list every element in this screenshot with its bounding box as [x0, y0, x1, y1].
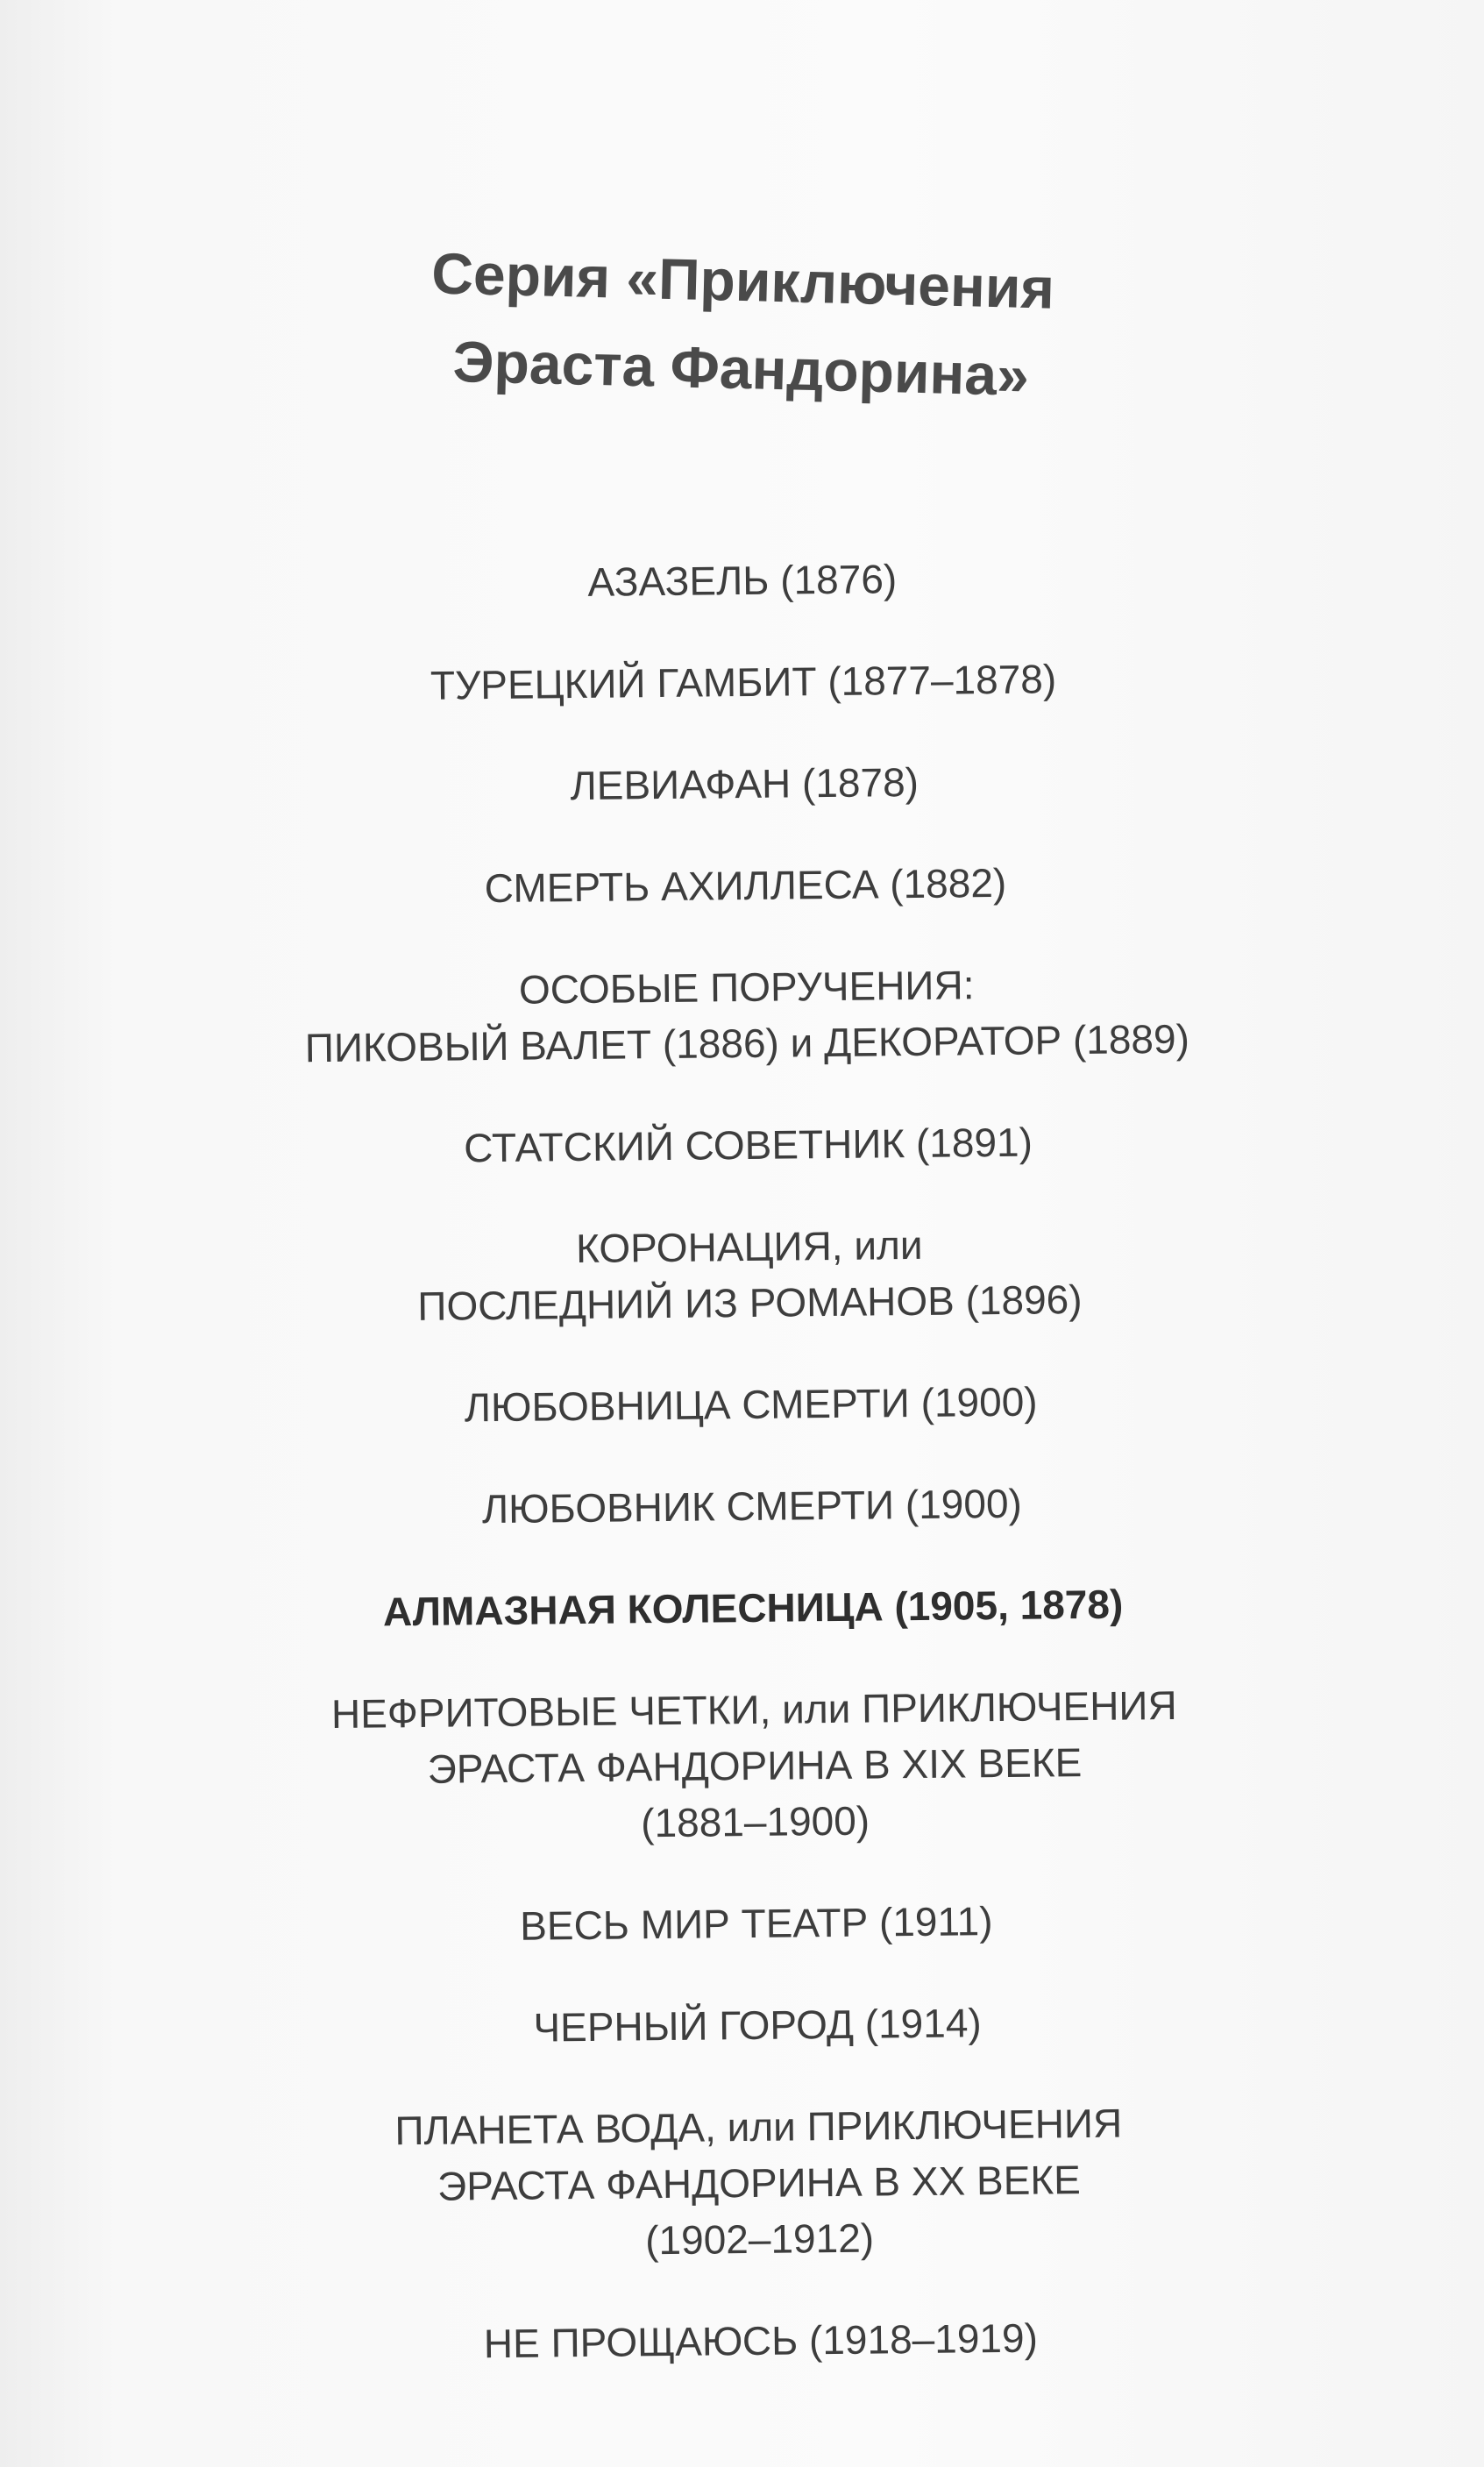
book-entry [4, 850, 1484, 921]
book-entry-line: ЭРАСТА ФАНДОРИНА В XX ВЕКЕ [437, 2157, 1082, 2209]
book-entry [9, 1369, 1484, 1440]
book-entry-line: ТУРЕЦКИЙ ГАМБИТ (1877–1878) [430, 656, 1057, 708]
book-entry-line: СМЕРТЬ АХИЛЛЕСА (1882) [484, 859, 1007, 912]
book-entry [7, 1211, 1484, 1339]
series-title-line-1: Серия «Приключения [430, 240, 1055, 321]
book-entry [15, 1989, 1484, 2061]
book-entry [11, 1572, 1484, 1644]
book-entry-line: (1881–1900) [640, 1797, 870, 1846]
book-entry-line: АЗАЗЕЛЬ (1876) [587, 556, 898, 605]
book-entry [1, 646, 1484, 718]
book-entry-line: ЛЮБОВНИК СМЕРТИ (1900) [481, 1480, 1023, 1532]
book-entry-line: (1902–1912) [644, 2215, 875, 2264]
book-entry [12, 1674, 1484, 1858]
book-entry-line: ЛЕВИАФАН (1878) [570, 758, 920, 809]
book-entry [0, 544, 1484, 616]
book-entry-line: ОСОБЫЕ ПОРУЧЕНИЯ: [518, 962, 975, 1013]
series-title-line-2: Эраста Фандорина» [451, 328, 1030, 409]
book-entry-line: ЧЕРНЫЙ ГОРОД (1914) [533, 2000, 982, 2051]
book-entry [6, 1109, 1484, 1181]
book-entry [14, 1888, 1484, 1959]
book-entry [10, 1470, 1484, 1542]
book-entry-line: ПОСЛЕДНИЙ ИЗ РОМАНОВ (1896) [417, 1276, 1083, 1329]
book-entry-line: СТАТСКИЙ СОВЕТНИК (1891) [463, 1119, 1033, 1171]
book-entry [2, 748, 1484, 820]
book-entry [18, 2305, 1484, 2377]
series-title [0, 218, 1484, 430]
book-entry [4, 951, 1484, 1079]
book-entry-line: ВЕСЬ МИР ТЕАТР (1911) [519, 1898, 993, 1949]
book-entry-line: НЕФРИТОВЫЕ ЧЕТКИ, или ПРИКЛЮЧЕНИЯ [330, 1681, 1177, 1737]
book-entry-line: ПИКОВЫЙ ВАЛЕТ (1886) и ДЕКОРАТОР (1889) [304, 1015, 1190, 1071]
book-entry-line: ПЛАНЕТА ВОДА, или ПРИКЛЮЧЕНИЯ [394, 2100, 1123, 2154]
book-entry-line: АЛМАЗНАЯ КОЛЕСНИЦА (1905, 1878) [382, 1581, 1124, 1635]
book-entry [17, 2091, 1484, 2275]
book-entry-line: КОРОНАЦИЯ, или [575, 1221, 923, 1272]
book-entry-line: НЕ ПРОЩАЮСЬ (1918–1919) [483, 2314, 1039, 2367]
book-list [0, 544, 1484, 2422]
book-entry-line: ЭРАСТА ФАНДОРИНА В XIX ВЕКЕ [427, 1739, 1083, 1792]
book-entry-line: ЛЮБОВНИЦА СМЕРТИ (1900) [464, 1378, 1038, 1431]
